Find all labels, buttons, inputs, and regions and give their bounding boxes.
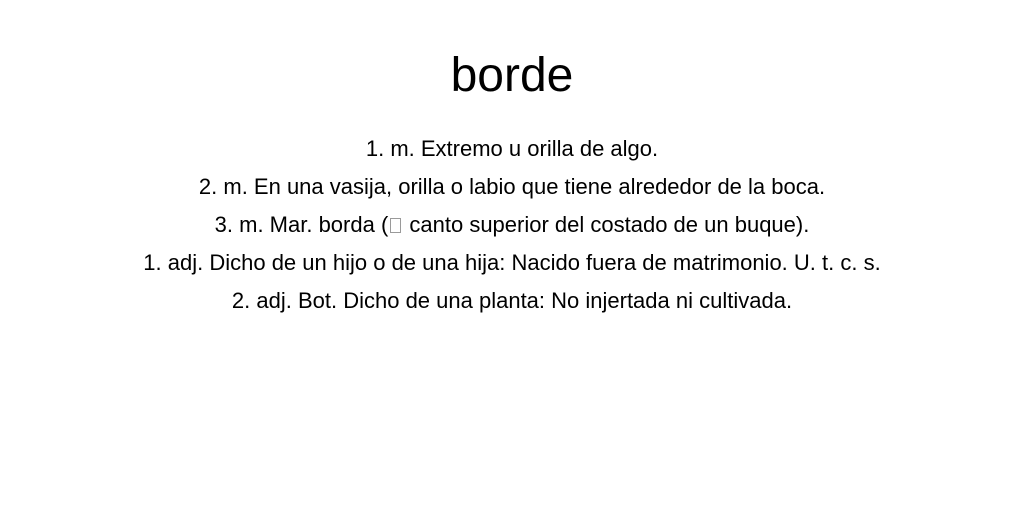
definition-item: 2. m. En una vasija, orilla o labio que tiene alrededor de la boca.: [198, 174, 826, 199]
definition-item: 2. adj. Bot. Dicho de una planta: No injertada ni cultivada.: [231, 288, 793, 313]
definition-text: canto superior del costado de un buque).: [403, 212, 810, 237]
definition-item: 1. adj. Dicho de un hijo o de una hija: Nacido fuera de matrimonio. U. t. c. s.: [143, 250, 881, 275]
definition-list: [0, 130, 1024, 320]
headword: borde: [450, 49, 574, 102]
missing-glyph-box-icon: [390, 218, 401, 233]
definition-text: 3. m. Mar. borda (: [214, 212, 389, 237]
definition-item: [0, 206, 1024, 244]
definition-item: 1. m. Extremo u orilla de algo.: [365, 136, 659, 161]
